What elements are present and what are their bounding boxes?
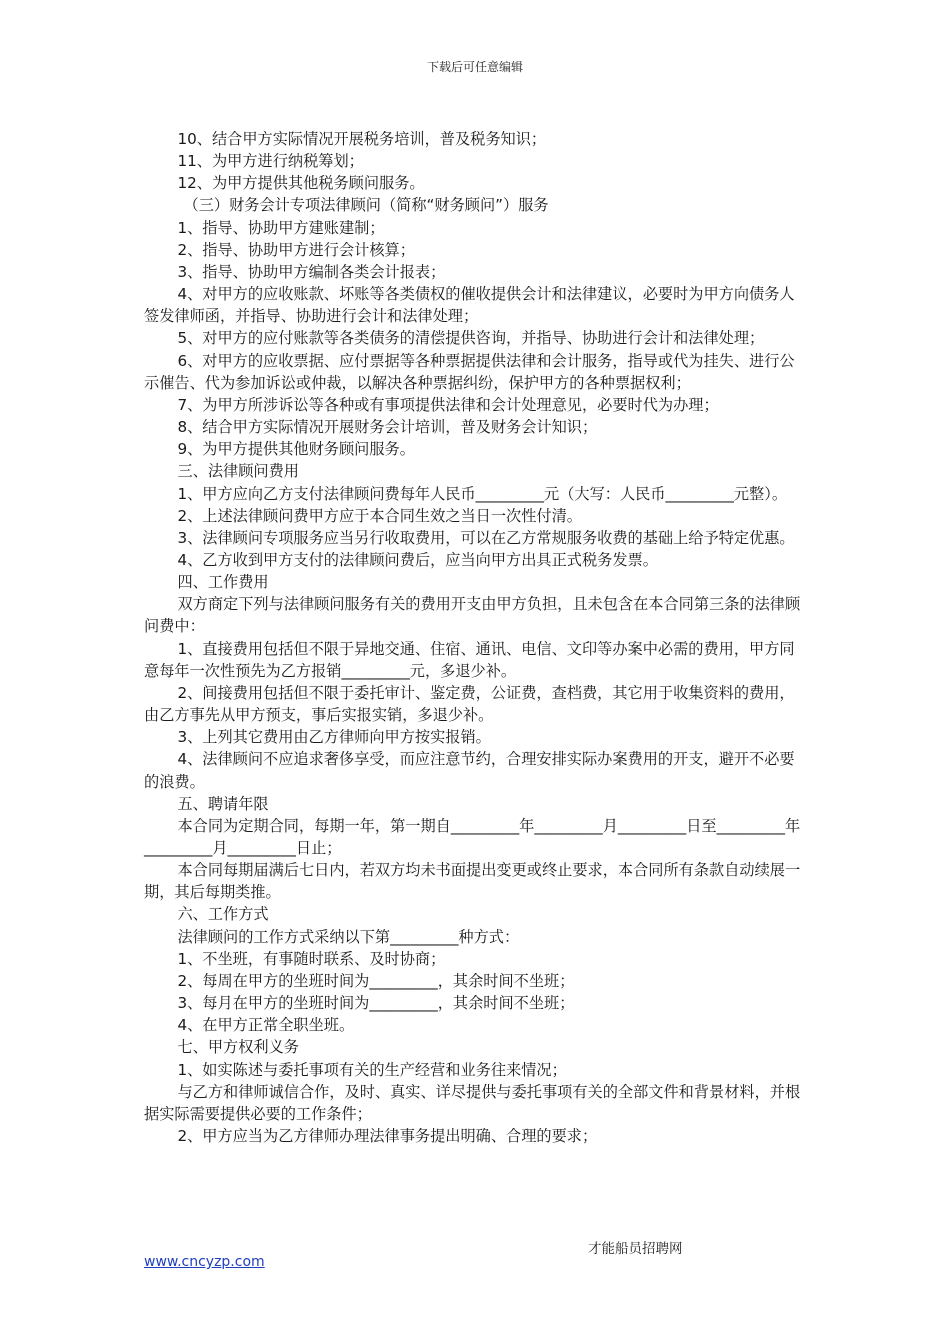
paragraph: 2、甲方应当为乙方律师办理法律事务提出明确、合理的要求； xyxy=(177,1127,598,1146)
paragraph: 1、甲方应向乙方支付法律顾问费每年人民币_________元（大写：人民币_________元整）。 xyxy=(177,484,788,503)
paragraph: 双方商定下列与法律顾问服务有关的费用开支由甲方负担，且未包含在本合同第三条的法律顾问费中： xyxy=(144,595,801,636)
paragraph: 6、对甲方的应收票据、应付票据等各种票据提供法律和会计服务，指导或代为挂失、进行公示催告、代为参加诉讼或仲裁，以解决各种票据纠纷，保护甲方的各种票据权利； xyxy=(144,351,795,392)
paragraph: 9、为甲方提供其他财务顾问服务。 xyxy=(177,440,415,459)
paragraph: 12、为甲方提供其他税务顾问服务。 xyxy=(177,174,425,193)
paragraph: 4、对甲方的应收账款、坏账等各类债权的催收提供会计和法律建议，必要时为甲方向债务人签发律师函，并指导、协助进行会计和法律处理； xyxy=(144,285,795,326)
paragraph: 4、法律顾问不应追求奢侈享受，而应注意节约，合理安排实际办案费用的开支，避开不必要的浪费。 xyxy=(144,750,795,791)
paragraph: 1、如实陈述与委托事项有关的生产经营和业务往来情况； xyxy=(177,1060,567,1079)
paragraph: 七、甲方权利义务 xyxy=(177,1038,299,1057)
document-body xyxy=(144,128,806,1147)
paragraph: 5、对甲方的应付账款等各类债务的清偿提供咨询，并指导、协助进行会计和法律处理； xyxy=(177,329,765,348)
paragraph: 1、指导、协助甲方建账建制； xyxy=(177,218,385,237)
footer-brand: 才能船员招聘网 xyxy=(588,1241,683,1257)
paragraph: 六、工作方式 xyxy=(177,905,269,924)
paragraph: 10、结合甲方实际情况开展税务培训，普及税务知识； xyxy=(177,130,547,148)
paragraph: 7、为甲方所涉诉讼等各种或有事项提供法律和会计处理意见，必要时代为办理； xyxy=(177,395,719,414)
paragraph: 11、为甲方进行纳税筹划； xyxy=(177,152,364,171)
paragraph: 1、不坐班，有事随时联系、及时协商； xyxy=(177,949,446,968)
paragraph: 2、上述法律顾问费甲方应于本合同生效之当日一次性付清。 xyxy=(177,506,582,525)
paragraph: 本合同为定期合同，每期一年，第一期自_________年_________月_________日至_________年_________月_________日止； xyxy=(144,816,801,857)
paragraph: 4、在甲方正常全职坐班。 xyxy=(177,1016,355,1035)
paragraph: 3、每月在甲方的坐班时间为_________，其余时间不坐班； xyxy=(177,994,575,1013)
paragraph: 五、聘请年限 xyxy=(177,794,269,813)
paragraph: 与乙方和律师诚信合作，及时、真实、详尽提供与委托事项有关的全部文件和背景材料，并根据实际需要提供必要的工作条件； xyxy=(144,1082,801,1123)
paragraph: 3、法律顾问专项服务应当另行收取费用，可以在乙方常规服务收费的基础上给予特定优惠。 xyxy=(177,528,795,547)
page-header: 下载后可任意编辑 xyxy=(426,60,523,74)
paragraph: 2、指导、协助甲方进行会计核算； xyxy=(177,240,415,259)
paragraph: 4、乙方收到甲方支付的法律顾问费后，应当向甲方出具正式税务发票。 xyxy=(177,550,658,569)
footer-link[interactable]: www.cncyzp.com xyxy=(144,1254,265,1270)
paragraph: 三、法律顾问费用 xyxy=(177,462,299,481)
paragraph: 本合同每期届满后七日内，若双方均未书面提出变更或终止要求，本合同所有条款自动续展一期，其后每期类推。 xyxy=(144,861,801,902)
paragraph: （三）财务会计专项法律顾问（简称“财务顾问”）服务 xyxy=(183,196,549,215)
paragraph: 2、间接费用包括但不限于委托审计、鉴定费，公证费，查档费，其它用于收集资料的费用，由乙方事先从甲方预支，事后实报实销，多退少补。 xyxy=(144,683,795,725)
paragraph: 四、工作费用 xyxy=(177,573,269,592)
paragraph: 3、指导、协助甲方编制各类会计报表； xyxy=(177,262,446,281)
paragraph: 1、直接费用包括但不限于异地交通、住宿、通讯、电信、文印等办案中必需的费用，甲方同意每年一次性预先为乙方报销_________元，多退少补。 xyxy=(144,639,795,680)
paragraph: 2、每周在甲方的坐班时间为_________，其余时间不坐班； xyxy=(177,971,575,990)
paragraph: 法律顾问的工作方式采纳以下第_________种方式： xyxy=(177,927,520,946)
paragraph: 3、上列其它费用由乙方律师向甲方按实报销。 xyxy=(177,728,491,747)
paragraph: 8、结合甲方实际情况开展财务会计培训，普及财务会计知识； xyxy=(177,418,598,437)
